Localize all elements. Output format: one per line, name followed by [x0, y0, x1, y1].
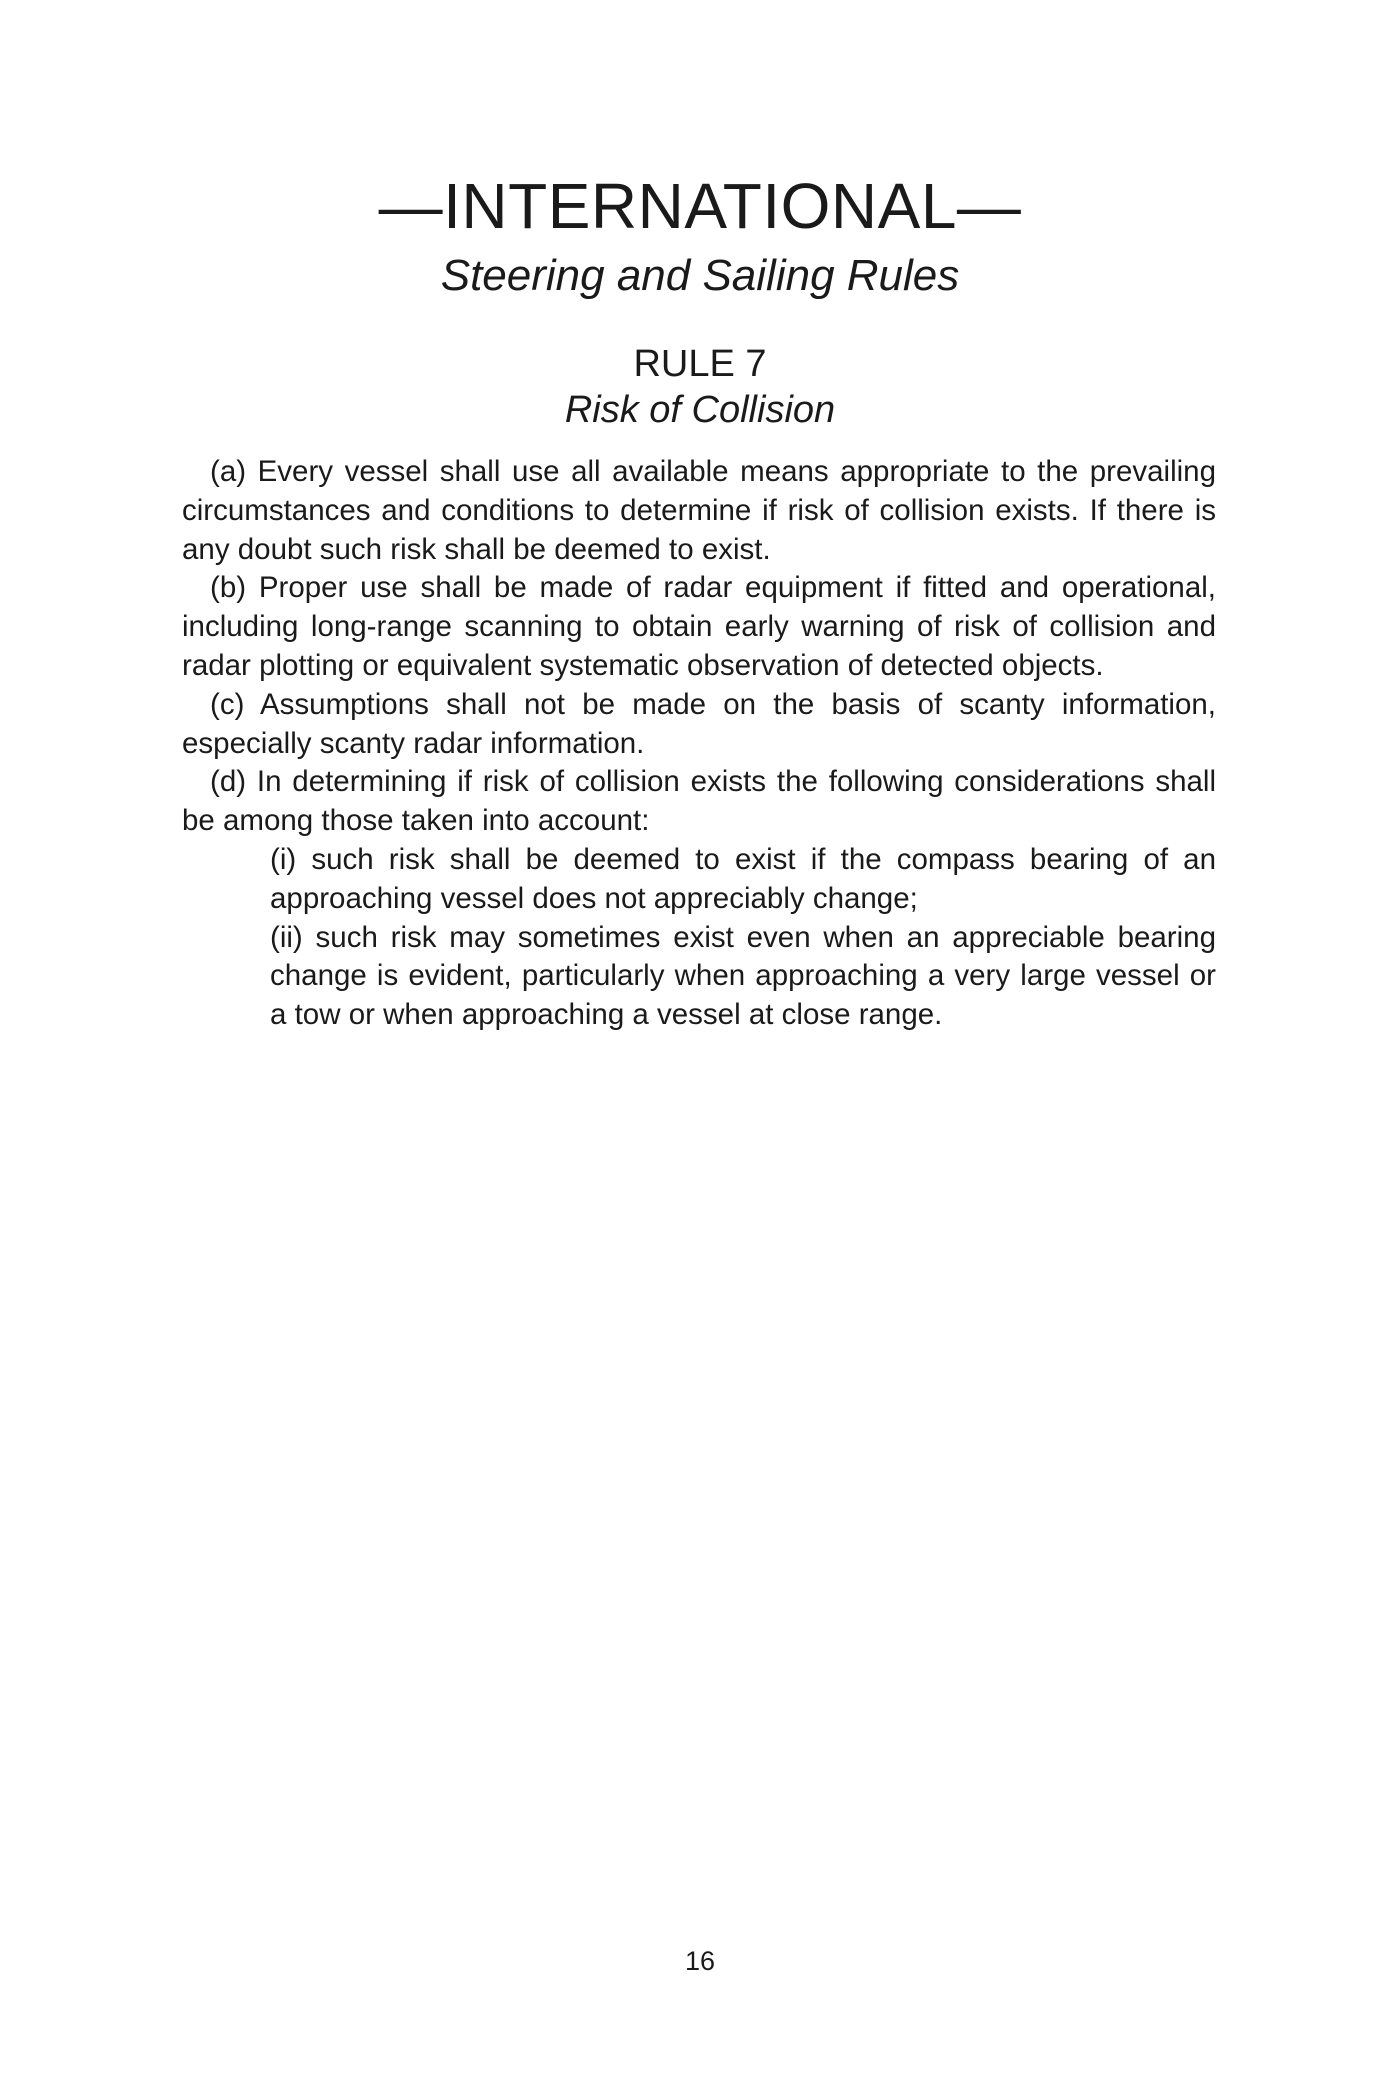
rule-number: RULE 7	[633, 343, 767, 385]
rule-body	[182, 453, 1216, 1035]
page-number: 16	[684, 1946, 716, 1976]
paragraph-d: (d) In determining if risk of collision exists the following considerations shall be among those taken into account:	[182, 765, 1216, 838]
paragraph-a: (a) Every vessel shall use all available means appropriate to the prevailing circumstances and conditions to determine if risk of collision exists. If there is any doubt such risk shall be deemed to exist.	[182, 455, 1216, 566]
paragraph-c: (c) Assumptions shall not be made on the basis of scanty information, especially scanty radar information.	[182, 687, 1216, 760]
rule-title: Risk of Collision	[564, 389, 836, 431]
section-title: —INTERNATIONAL—	[378, 170, 1022, 242]
subparagraph-i: (i) such risk shall be deemed to exist if the compass bearing of an approaching vessel does not appreciably change;	[270, 842, 1216, 915]
paragraph-b: (b) Proper use shall be made of radar equipment if fitted and operational, including long-range scanning to obtain early warning of risk of collision and radar plotting or equivalent systematic observation of detected objects.	[182, 571, 1216, 682]
subparagraph-ii: (ii) such risk may sometimes exist even when an appreciable bearing change is evident, particularly when approaching a very large vessel or a tow or when approaching a vessel at close range.	[270, 920, 1216, 1032]
section-subtitle: Steering and Sailing Rules	[440, 251, 960, 300]
